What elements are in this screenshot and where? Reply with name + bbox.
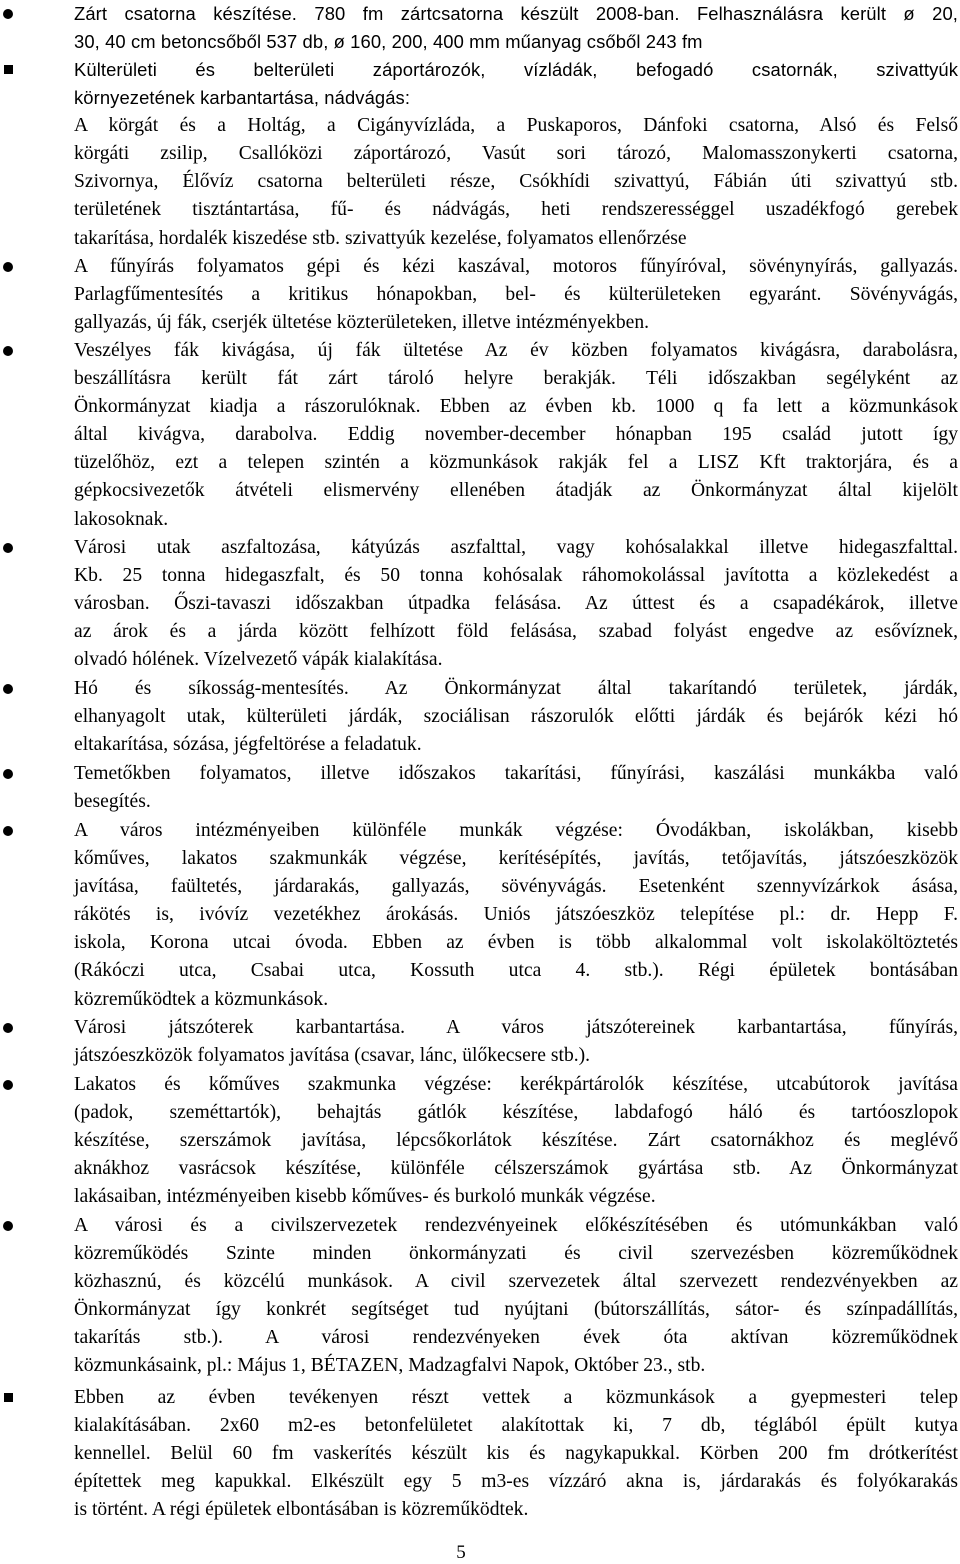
text-line: Önkormányzat így konkrét segítséget tud nyújtani (bútorszállítás, sátor- és színpadállítás, bbox=[74, 1299, 958, 1321]
round-bullet-icon bbox=[3, 826, 13, 836]
text-line: eltakarítása, sózása, jégfeltörése a feladatuk. bbox=[74, 734, 422, 756]
square-bullet-icon bbox=[4, 1393, 13, 1402]
text-line: közreműködtek a közmunkások. bbox=[74, 988, 329, 1010]
text-line: területének tisztántartása, fű- és nádvágás, heti rendszerességgel uszadékfogó gerebek bbox=[74, 199, 958, 221]
text-line: Városi utak aszfaltozása, kátyúzás aszfalttal, vagy kohósalakkal illetve hidegaszfalttal. bbox=[74, 537, 958, 558]
text-line: elhanyagolt utak, külterületi járdák, szociálisan rászorulók előtti járdák és bejárók kézi hó bbox=[74, 706, 958, 728]
text-line: körgáti zsilip, Csallóközi záportározó, Vasút sori tározó, Malomasszonykerti csatorna, bbox=[74, 143, 958, 165]
text-line: városban. Őszi-tavaszi időszakban útpadka felásása. Az úttest és a csapadékárok, illetve bbox=[74, 593, 958, 615]
round-bullet-icon bbox=[3, 9, 13, 19]
text-line: gallyazás, új fák, cserjék ültetése közterületeken, illetve intézményekben. bbox=[74, 312, 650, 334]
round-bullet-icon bbox=[3, 262, 13, 272]
text-line: Lakatos és kőműves szakmunka végzése: kerékpártárolók készítése, utcabútorok javítása bbox=[74, 1074, 958, 1095]
text-line: lakosoknak. bbox=[74, 508, 169, 530]
list-item-text bbox=[74, 0, 958, 56]
text-line: közreműködés Szinte minden önkormányzati és civil szervezésben közreműködnek bbox=[74, 1243, 958, 1265]
text-line: gépkocsivezetők átvételi elismervény ellenében átadják az Önkormányzat által kijelölt bbox=[74, 480, 958, 502]
text-line: Parlagfűmentesítés a kritikus hónapokban, bel- és külterületeken egyaránt. Sövényvágás, bbox=[74, 284, 958, 306]
text-line: beszállításra került fát zárt tároló helyre berakják. Téli időszakban segélyként az bbox=[74, 368, 958, 390]
round-bullet-icon bbox=[3, 769, 13, 779]
list-item-text bbox=[74, 675, 958, 759]
text-line: játszóeszközök folyamatos javítása (csavar, lánc, ülőkecsere stb.). bbox=[74, 1045, 591, 1067]
text-line: Temetőkben folyamatos, illetve időszakos takarítási, fűnyírási, kaszálási munkákba való bbox=[74, 763, 958, 784]
text-line: A fűnyírás folyamatos gépi és kézi kaszával, motoros fűnyíróval, sövénynyírás, gallyazás. bbox=[74, 256, 958, 277]
text-line: takarítás stb.). A városi rendezvényeken évek óta aktívan közreműködnek bbox=[74, 1327, 958, 1349]
page-number: 5 bbox=[456, 1542, 466, 1563]
text-line: 30, 40 cm betoncsőből 537 db, ø 160, 200, 400 mm műanyag csőből 243 fm bbox=[74, 31, 703, 53]
text-line: Veszélyes fák kivágása, új fák ültetése Az év közben folyamatos kivágásra, darabolásra, bbox=[74, 340, 958, 361]
text-line: olvadó hólének. Vízelvezető vápák kialakítása. bbox=[74, 649, 443, 671]
text-line: A város intézményeiben különféle munkák végzése: Óvodákban, iskolákban, kisebb bbox=[74, 820, 958, 841]
text-line: Zárt csatorna készítése. 780 fm zártcsatorna készült 2008-ban. Felhasználásra került ø 20, bbox=[74, 3, 958, 24]
text-line: A városi és a civilszervezetek rendezvényeinek előkészítésében és utómunkákban való bbox=[74, 1215, 958, 1236]
list-item-text bbox=[74, 337, 958, 534]
text-line: az árok és a járda között felhízott föld felásása, szabad folyást engedve az esővíznek, bbox=[74, 621, 958, 643]
round-bullet-icon bbox=[3, 1023, 13, 1033]
text-line: Kb. 25 tonna hidegaszfalt, és 50 tonna kohósalak ráhomokolással javította a közlekedést a bbox=[74, 565, 958, 587]
round-bullet-icon bbox=[3, 684, 13, 694]
text-line: javítása, faültetés, járdarakás, gallyazás, sövényvágás. Esetenként szennyvízárkok ásása, bbox=[74, 876, 958, 898]
text-line: Önkormányzat kiadja a rászorulóknak. Ebben az évben kb. 1000 q fa lett a közmunkások bbox=[74, 396, 958, 418]
text-line: közmunkásaink, pl.: Május 1, BÉTAZEN, Madzagfalvi Napok, Október 23., stb. bbox=[74, 1355, 706, 1377]
text-line: kialakításában. 2x60 m2-es betonfelületet alakítottak ki, 7 db, téglából épült kutya bbox=[74, 1415, 958, 1437]
text-line: is történt. A régi épületek elbontásában is közreműködtek. bbox=[74, 1499, 529, 1521]
text-line: aknákhoz vasrácsok készítése, különféle célszerszámok gyártása stb. Az Önkormányzat bbox=[74, 1158, 958, 1180]
text-line: Városi játszóterek karbantartása. A város játszótereinek karbantartása, fűnyírás, bbox=[74, 1017, 958, 1038]
text-line: besegítés. bbox=[74, 791, 151, 813]
text-line: iskola, Korona utcai óvoda. Ebben az évben is több alkalommal volt iskolaköltöztetés bbox=[74, 932, 958, 954]
round-bullet-icon bbox=[3, 346, 13, 356]
text-line: takarítása, hordalék kiszedése stb. szivattyúk kezelése, folyamatos ellenőrzése bbox=[74, 227, 687, 249]
text-line: közhasznú, és közcélú munkások. A civil szervezetek által szervezett rendezvényekben az bbox=[74, 1271, 958, 1293]
text-line: (Rákóczi utca, Csabai utca, Kossuth utca 4. stb.). Régi épületek bontásában bbox=[74, 960, 958, 982]
text-line: által kivágva, darabolva. Eddig november-december hónapban 195 család jutott így bbox=[74, 424, 958, 446]
list-item-text bbox=[74, 1384, 958, 1524]
round-bullet-icon bbox=[3, 1221, 13, 1231]
list-item-text bbox=[74, 1212, 958, 1381]
list-item-text bbox=[74, 760, 958, 816]
text-line: Szivornya, Élővíz csatorna belterületi része, Csókhídi szivattyú, Fábián úti szivattyú stb. bbox=[74, 171, 958, 193]
text-line: (padok, szeméttartók), behajtás gátlók készítése, labdafogó háló és tartóoszlopok bbox=[74, 1102, 958, 1124]
text-line: készítése, szerszámok javítása, lépcsőkorlátok készítése. Zárt csatornákhoz és meglévő bbox=[74, 1130, 958, 1152]
text-line: kőműves, lakatos szakmunkák végzése, kerítésépítés, javítás, tetőjavítás, játszóeszközök bbox=[74, 848, 958, 870]
text-line: Ebben az évben tevékenyen részt vettek a közmunkások a gyepmesteri telep bbox=[74, 1387, 958, 1408]
round-bullet-icon bbox=[3, 1080, 13, 1090]
list-item-text bbox=[74, 1071, 958, 1211]
list-item-text bbox=[74, 1014, 958, 1070]
list-item-text bbox=[74, 534, 958, 674]
text-line: rákötés is, ivóvíz vezetékhez árokásás. Uniós játszóeszköz telepítése pl.: dr. Hepp F. bbox=[74, 904, 958, 926]
list-item-text bbox=[74, 56, 958, 253]
list-item-text bbox=[74, 253, 958, 337]
text-line: kennellel. Belül 60 fm vaskerítés készült kis és nagykapukkal. Körben 200 fm drótkerítést bbox=[74, 1443, 958, 1465]
text-line: Külterületi és belterületi záportározók, vízládák, befogadó csatornák, szivattyúk bbox=[74, 59, 958, 80]
text-line: Hó és síkosság-mentesítés. Az Önkormányzat által takarítandó területek, járdák, bbox=[74, 678, 958, 699]
round-bullet-icon bbox=[3, 543, 13, 553]
list-item-text bbox=[74, 817, 958, 1014]
text-line: lakásaiban, intézményeiben kisebb kőműves- és burkoló munkák végzése. bbox=[74, 1186, 656, 1208]
text-line: környezetének karbantartása, nádvágás: bbox=[74, 87, 411, 109]
text-line: építettek meg kapukkal. Elkészült egy 5 m3-es vízzáró akna is, járdarakás és folyókarakás bbox=[74, 1471, 958, 1493]
square-bullet-icon bbox=[4, 65, 13, 74]
text-line: A körgát és a Holtág, a Cigányvízláda, a Puskaporos, Dánfoki csatorna, Alsó és Felső bbox=[74, 115, 958, 137]
text-line: tüzelőhöz, ezt a telepen szintén a közmunkások rakják fel a LISZ Kft traktorjára, és a bbox=[74, 452, 958, 474]
